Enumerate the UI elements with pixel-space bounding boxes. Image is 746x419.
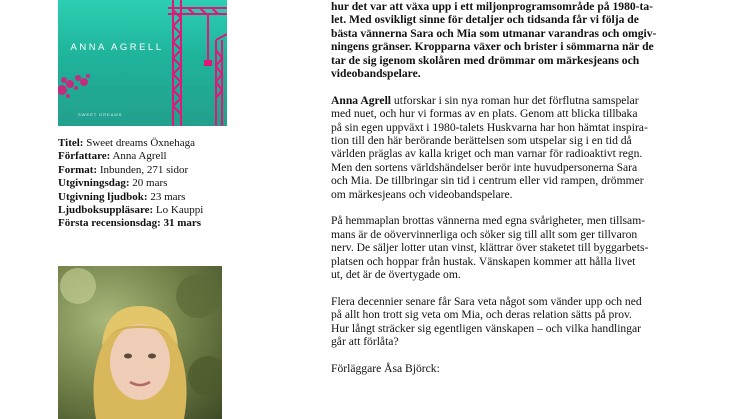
cover-subtitle: SWEET DREAMS [78, 112, 123, 117]
friendship-paragraph [331, 214, 711, 281]
book-metadata [58, 137, 258, 231]
text-line: med nuet, och hur vi formas av en plats. Genom att blicka tillbaka [331, 107, 638, 121]
text-line: om märkesjeans och videobandspelare. [331, 187, 513, 201]
meta-label: Utgivning ljudbok: [58, 190, 148, 203]
lead-paragraph [331, 0, 711, 80]
text-line: Hur långt sträcker sig egentligen vänskapen – och vilka handlingar [331, 321, 642, 335]
text-line-rest: utforskar i sin nya roman hur det förflutna samspelar [391, 93, 639, 107]
meta-value: Lo Kauppi [155, 204, 204, 217]
text-line: På hemmaplan brottas vännerna med egna svårigheter, men tillsam- [331, 214, 646, 228]
text-line: hur det var att växa upp i ett miljonprogramsområde på 1980-ta- [331, 0, 654, 13]
author-name: Anna Agrell [331, 93, 392, 107]
book-cover [58, 0, 227, 126]
meta-label: Utgivningsdag: [58, 177, 130, 190]
text-line: världen präglas av kalla kriget och man varnar för radioaktivt regn. [331, 147, 643, 161]
meta-value: 31 mars [163, 217, 202, 230]
press-release-text [331, 0, 711, 375]
portrait-illustration [58, 266, 222, 419]
meta-label: Titel: [58, 137, 84, 149]
text-line [331, 94, 711, 107]
text-line: på allt hon trott sig veta om Mia, och deras relation sätts på prov. [331, 308, 632, 322]
meta-label: Författare: [58, 150, 111, 163]
meta-row-title [58, 137, 258, 150]
author-paragraph [331, 94, 711, 201]
meta-row-narrator [58, 204, 258, 217]
author-portrait [58, 266, 222, 419]
meta-value: Inbunden, 271 sidor [99, 163, 189, 176]
text-line: nerv. De säljer lotter utan vinst, klättrar över staketet till byggarbets- [331, 241, 649, 255]
text-line: platsen och hoppar från hustak. Vänskapen kommer att hålla livet [331, 254, 636, 268]
text-line: på sin egen uppväxt i 1980-talets Huskvarna har hon hämtat inspira- [331, 120, 648, 134]
meta-label: Format: [58, 163, 98, 176]
text-line: Flera decennier senare får Sara veta något som vänder upp och ned [331, 294, 642, 308]
text-line: tar de sig igenom skolåren med drömmar om märkesjeans och [331, 53, 640, 67]
text-line: mans är de oövervinnerliga och söker sig till allt som ger tillvaron [331, 227, 638, 241]
meta-value: 23 mars [150, 190, 186, 203]
meta-row-author [58, 150, 258, 163]
text-line: ningens gränser. Kropparna växer och brister i sömmarna när de [331, 40, 654, 54]
meta-row-audiobook [58, 191, 258, 204]
text-line: Men den sortens världshändelser berör inte huvudpersonerna Sara [331, 160, 638, 174]
text-line: videobandspelare. [331, 67, 421, 81]
meta-row-review-date [58, 217, 258, 230]
decades-paragraph [331, 295, 711, 349]
text-line: går att förlåta? [331, 335, 399, 349]
text-line: och Mia. De tillbringar sin tid i centrum eller vid rampen, drömmer [331, 174, 644, 188]
cover-crane-illustration [58, 0, 227, 126]
meta-row-release [58, 177, 258, 190]
meta-value: Sweet dreams Öxnehaga [86, 137, 195, 149]
meta-value: Anna Agrell [112, 150, 167, 163]
cover-author-name: ANNA AGRELL [70, 42, 164, 53]
editor-line [331, 362, 711, 375]
meta-value: 20 mars [132, 177, 168, 190]
meta-row-format [58, 164, 258, 177]
text-line: tion till den här berörande berättelsen som utspelar sig i en tid då [331, 134, 632, 148]
text-line: let. Med osvikligt sinne för detaljer och tidsanda får vi följa de [331, 13, 639, 27]
text-line: ut, det är de övertygade om. [331, 268, 461, 282]
meta-label: Ljudboksuppläsare: [58, 204, 154, 217]
text-line: bästa vännerna Sara och Mia som utmanar varandras och omgiv- [331, 26, 657, 40]
text-line: Förläggare Åsa Björck: [331, 361, 440, 375]
meta-label: Första recensionsdag: [58, 217, 161, 230]
